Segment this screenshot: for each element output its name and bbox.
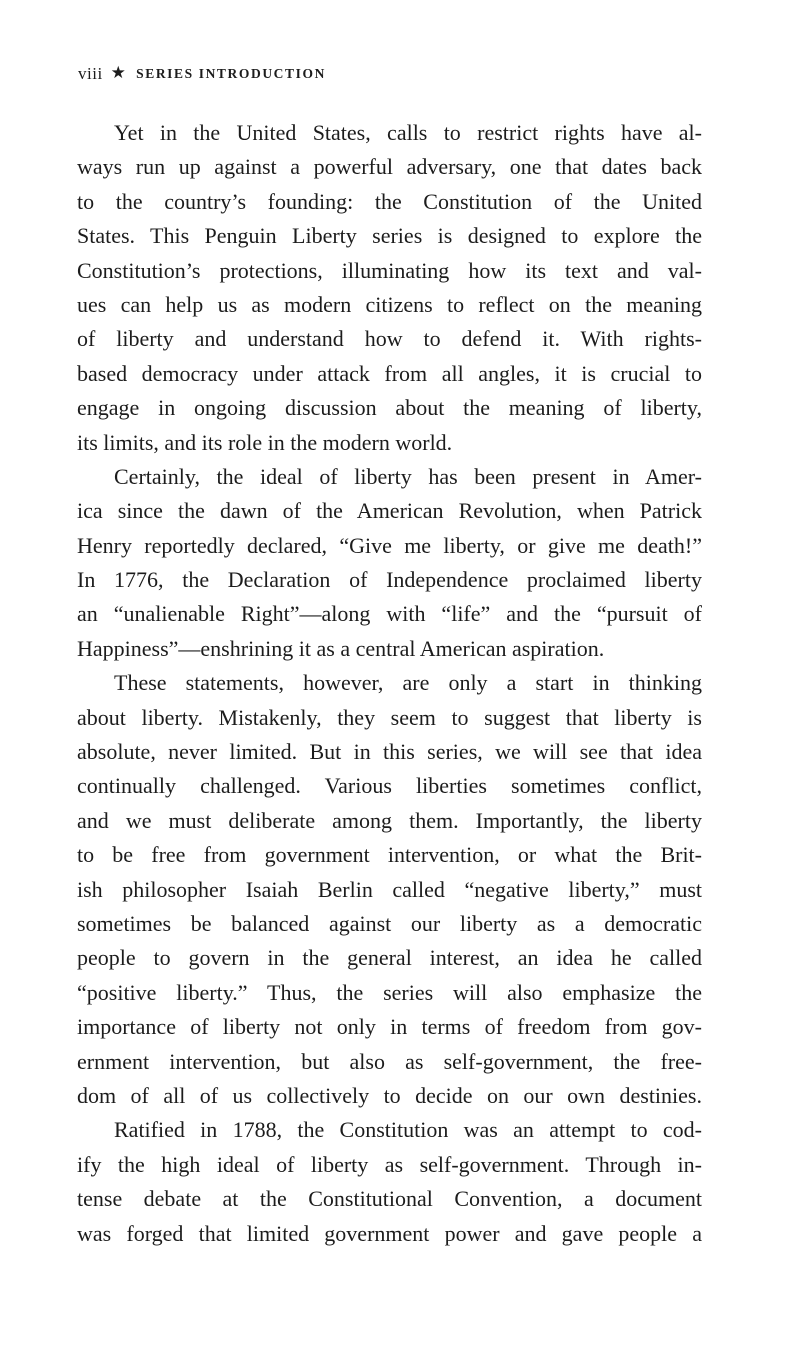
text-line: based democracy under attack from all angles, it is crucial to (77, 360, 702, 386)
text-line: engage in ongoing discussion about the meaning of liberty, (77, 395, 702, 421)
text-line: ica since the dawn of the American Revolution, when Patrick (77, 498, 702, 524)
text-line: was forged that limited government power and gave people a (77, 1220, 702, 1246)
text-line: tense debate at the Constitutional Convention, a document (77, 1186, 702, 1212)
text-line: dom of all of us collectively to decide on our own destinies. (77, 1082, 702, 1108)
text-line: to the country’s founding: the Constitution of the United (77, 188, 702, 214)
text-line: ernment intervention, but also as self-government, the free- (77, 1048, 702, 1074)
text-line: Henry reportedly declared, “Give me liberty, or give me death!” (77, 532, 702, 558)
text-line: sometimes be balanced against our liberty as a democratic (77, 910, 702, 936)
page-number: viii (78, 64, 103, 83)
text-line: Happiness”—enshrining it as a central American aspiration. (77, 635, 605, 661)
text-line: Yet in the United States, calls to restrict rights have al- (114, 120, 702, 145)
text-line: an “unalienable Right”—along with “life” and the “pursuit of (77, 601, 702, 627)
star-icon: ★ (110, 63, 128, 82)
text-line: These statements, however, are only a start in thinking (114, 670, 702, 696)
text-line: States. This Penguin Liberty series is designed to explore the (77, 223, 702, 249)
text-line: absolute, never limited. But in this series, we will see that idea (77, 739, 702, 765)
running-head (78, 62, 326, 86)
text-line: its limits, and its role in the modern world. (77, 429, 453, 455)
text-line: to be free from government intervention, or what the Brit- (77, 842, 702, 868)
text-line: importance of liberty not only in terms of freedom from gov- (77, 1014, 702, 1040)
text-line: Ratified in 1788, the Constitution was an attempt to cod- (114, 1117, 702, 1143)
text-line: ify the high ideal of liberty as self-government. Through in- (77, 1151, 702, 1177)
text-line: In 1776, the Declaration of Independence proclaimed liberty (77, 567, 702, 593)
text-line: of liberty and understand how to defend it. With rights- (77, 326, 702, 352)
text-line: Constitution’s protections, illuminating how its text and val- (77, 257, 702, 283)
text-line: Certainly, the ideal of liberty has been present in Amer- (114, 463, 702, 489)
text-line: ish philosopher Isaiah Berlin called “negative liberty,” must (77, 876, 702, 902)
text-line: ways run up against a powerful adversary, one that dates back (77, 154, 702, 180)
text-line: continually challenged. Various liberties sometimes conflict, (77, 773, 702, 799)
text-line: about liberty. Mistakenly, they seem to suggest that liberty is (77, 704, 702, 730)
text-line: ues can help us as modern citizens to reflect on the meaning (77, 291, 702, 317)
text-line: people to govern in the general interest, an idea he called (77, 945, 702, 971)
body-text (77, 116, 702, 1251)
text-line: and we must deliberate among them. Importantly, the liberty (77, 807, 702, 833)
text-line: “positive liberty.” Thus, the series will also emphasize the (77, 979, 702, 1005)
section-title: SERIES INTRODUCTION (136, 66, 326, 81)
